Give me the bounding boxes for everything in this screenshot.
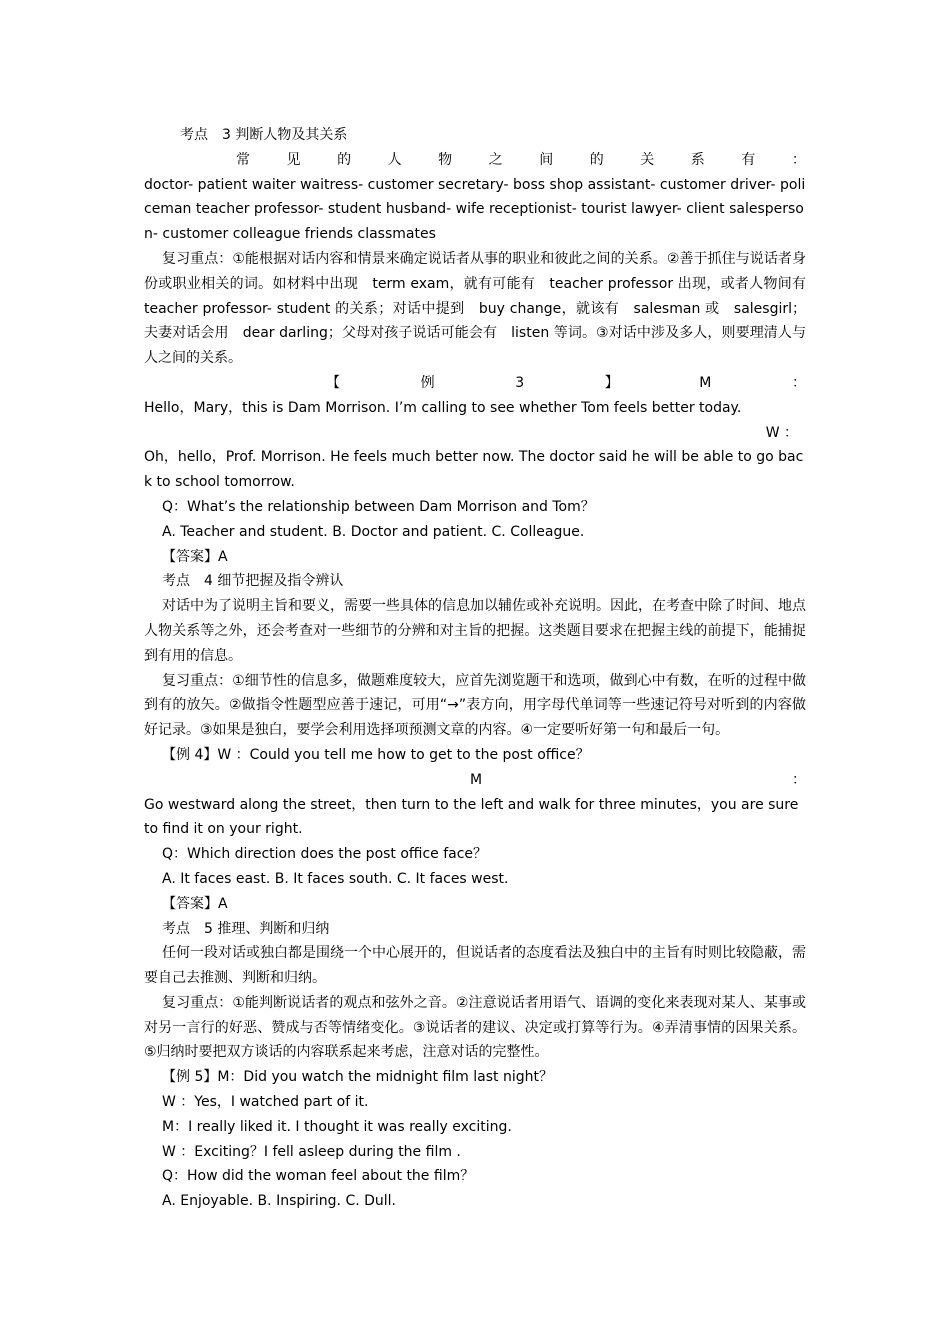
common-relations-label (144, 148, 806, 173)
section-4-intro: 对话中为了说明主旨和要义，需要一些具体的信息加以辅佐或补充说明。因此，在考查中除了时间、地点人物关系等之外，还会考查对一些细节的分辨和对主旨的把握。这类题目要求在把握主线的前提下，能捕捉到有用的信息。 (144, 598, 806, 664)
example-4-m-label (144, 768, 806, 793)
example-5-question: Q：How did the woman feel about the film？ (162, 1168, 475, 1185)
char: 的 (337, 151, 352, 168)
example-5-w2: W ：Exciting？I fell asleep during the film . (162, 1143, 461, 1160)
char: 有 (741, 151, 756, 168)
char: 的 (589, 151, 604, 168)
example-4-line: 【例 4】W ：Could you tell me how to get to the post office？ (162, 746, 590, 763)
char: 关 (640, 151, 655, 168)
example-3-w-label: W ： (765, 424, 798, 441)
char: 物 (438, 151, 453, 168)
char: 见 (286, 151, 301, 168)
example-3-label (144, 371, 806, 396)
colon: ： (792, 771, 806, 788)
example-5-m2: M：I really liked it. I thought it was really exciting. (162, 1118, 512, 1135)
example-5-w1: W ：Yes，I watched part of it. (162, 1094, 369, 1111)
token: 【 (326, 374, 340, 391)
section-5-review: 复习重点：①能判断说话者的观点和弦外之音。②注意说话者用语气、语调的变化来表现对某人、某事或对另一言行的好恶、赞成与否等情绪变化。③说话者的建议、决定或打算等行为。④弄清事情的因果关系。⑤归纳时要把双方谈话的内容联系起来考虑，注意对话的完整性。 (144, 994, 806, 1061)
token: 】 (604, 374, 619, 391)
example-5-line: 【例 5】M：Did you watch the midnight film last night？ (162, 1069, 553, 1086)
section-5-intro: 任何一段对话或独白都是围绕一个中心展开的，但说话者的态度看法及独白中的主旨有时则比较隐蔽，需要自己去推测、判断和归纳。 (144, 945, 806, 987)
char: 人 (387, 151, 402, 168)
document-body (144, 123, 820, 1214)
char: 间 (539, 151, 554, 168)
section-4-heading: 考点 4 细节把握及指令辨认 (162, 573, 344, 590)
section-3-review: 复习重点：①能根据对话内容和情景来确定说话者从事的职业和彼此之间的关系。②善于抓住与说话者身份或职业相关的词。如材料中出现 term exam，就有可能有 teacher professor 出现，或者人物间有 teacher professor- student 的关系；对话中提到 buy change，就该有 salesman 或 salesgirl；夫妻对话会用 dear darling；父母对孩子说话可能会有 listen 等词。③对话中涉及多人，则要理清人与人之间的关系。 (144, 250, 820, 367)
example-5-options: A. Enjoyable. B. Inspiring. C. Dull. (162, 1193, 397, 1210)
example-4-line-m: Go westward along the street，then turn to the left and walk for three minutes，you are sure to find it on your right. (144, 796, 799, 838)
example-3-options: A. Teacher and student. B. Doctor and patient. C. Colleague. (162, 523, 585, 540)
example-3-answer: 【答案】A (162, 548, 228, 565)
section-5-heading: 考点 5 推理、判断和归纳 (162, 920, 330, 937)
example-4-answer: 【答案】A (162, 895, 228, 912)
example-3-question: Q：What’s the relationship between Dam Morrison and Tom？ (162, 498, 595, 515)
token: 3 (515, 374, 525, 391)
relations-list: doctor- patient waiter waitress- customer secretary- boss shop assistant- customer driver- policeman teacher professor- student husband- wife receptionist- tourist lawyer- client salesperson- customer colleague friends classmates (144, 176, 806, 243)
token: ： (791, 374, 806, 391)
example-4-question: Q：Which direction does the post office face？ (162, 846, 488, 863)
example-4-options: A. It faces east. B. It faces south. C. It faces west. (162, 870, 509, 887)
char: 常 (236, 151, 250, 168)
token: 例 (420, 374, 435, 391)
char: 之 (488, 151, 503, 168)
example-3-line-w: Oh，hello，Prof. Morrison. He feels much better now. The doctor said he will be able to go back to school tomorrow. (144, 449, 804, 491)
example-3-line-m: Hello，Mary，this is Dam Morrison. I’m calling to see whether Tom feels better today. (144, 399, 742, 416)
speaker-m: M (470, 771, 483, 788)
char: ： (791, 151, 806, 168)
section-3-heading: 考点 3 判断人物及其关系 (180, 127, 348, 143)
char: 系 (690, 151, 705, 168)
token: M (699, 374, 712, 391)
section-4-review: 复习重点：①细节性的信息多，做题难度较大，应首先浏览题干和选项，做到心中有数，在听的过程中做到有的放矢。②做指令性题型应善于速记，可用“→”表方向，用字母代单词等一些速记符号对听到的内容做好记录。③如果是独白，要学会利用选择项预测文章的内容。④一定要听好第一句和最后一句。 (144, 672, 806, 739)
